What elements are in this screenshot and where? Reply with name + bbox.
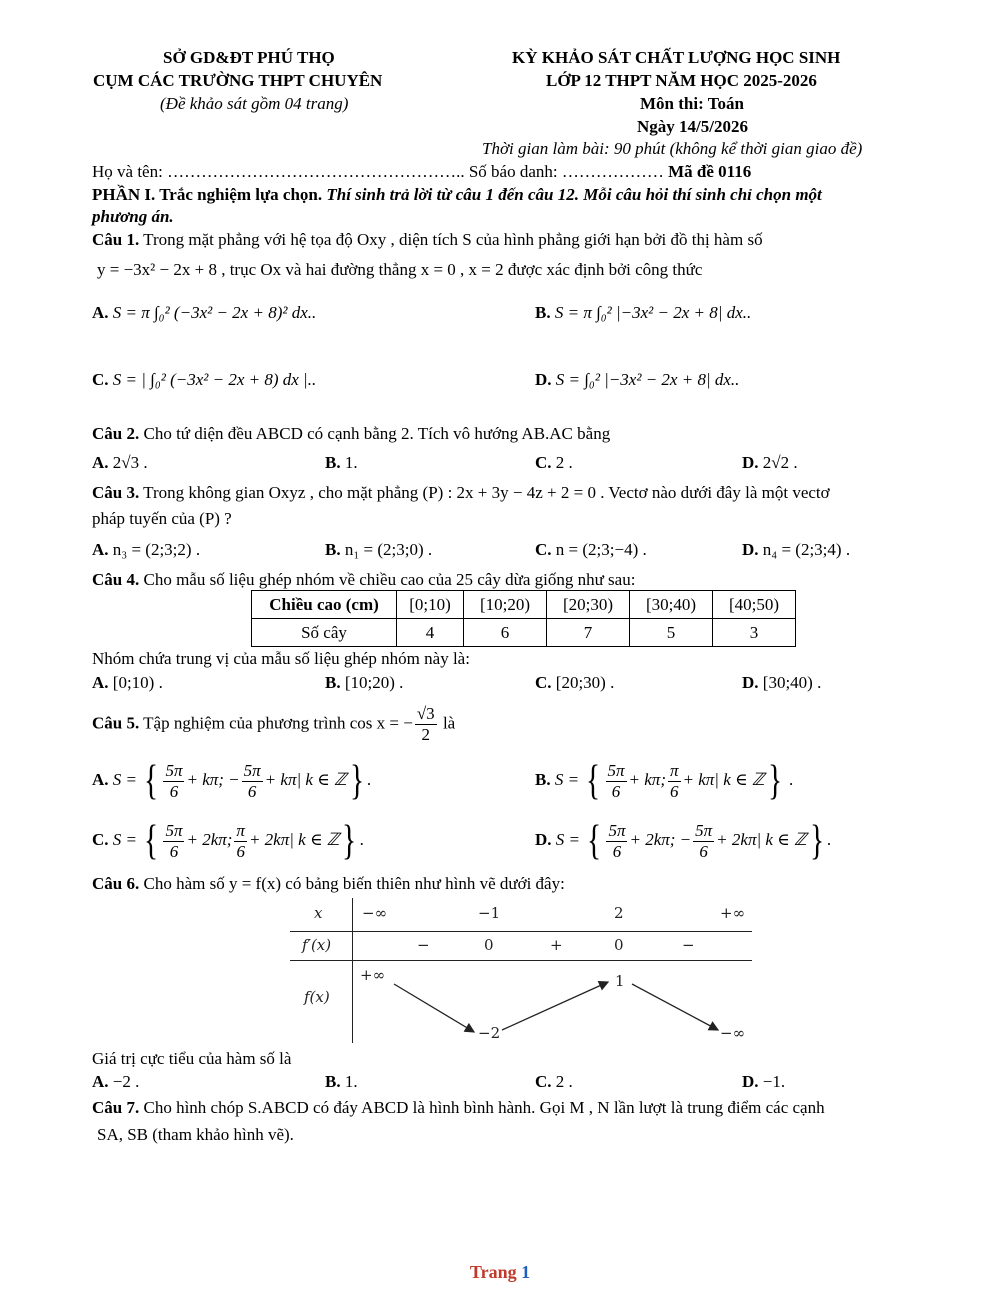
exam-title: KỲ KHẢO SÁT CHẤT LƯỢNG HỌC SINH	[512, 48, 841, 67]
grouped-data-table	[251, 590, 796, 647]
q5-option-a[interactable]: A. S = { $\frac{5\pi}{6}$ + kπ; − $\frac{5\pi}{6}$ + kπ| k ∈ ℤ} .	[92, 758, 372, 804]
q1-function: y = −3x² − 2x + 8 , trục Ox và hai đường thẳng x = 0 , x = 2 được xác định bởi công thức	[97, 260, 703, 279]
vt-x-value: 2	[614, 904, 624, 922]
page-count-note: (Đề khảo sát gồm 04 trang)	[160, 94, 349, 113]
q5-option-b[interactable]: B. S = { $\frac{5\pi}{6}$ + kπ; $\frac{\pi}{6}$ + kπ| k ∈ ℤ} .	[535, 758, 794, 804]
vt-f-value: 1	[615, 972, 625, 990]
school-cluster: CỤM CÁC TRƯỜNG THPT CHUYÊN	[93, 71, 383, 90]
vt-arrow-down-2	[632, 984, 718, 1030]
q6-option-a[interactable]: A. −2 .	[92, 1072, 140, 1091]
vt-x-value: −1	[478, 904, 501, 922]
vt-f-value: −2	[478, 1024, 501, 1042]
vt-f-value: −∞	[720, 1024, 746, 1042]
vt-arrow-down-1	[394, 984, 474, 1032]
q5-frac-den: 2	[421, 725, 431, 744]
table-cell: [0;10)	[397, 591, 464, 619]
q4-option-b-text: [10;20) .	[344, 673, 404, 692]
q3-stem-cont: pháp tuyến của (P) ?	[92, 509, 232, 528]
q2-option-a[interactable]: A. 2√3 .	[92, 453, 148, 472]
q3-option-c[interactable]: C. n = (2;3;−4) .	[535, 540, 647, 559]
q3-option-a[interactable]: A. n₃ = (2;3;2) .	[92, 540, 201, 559]
student-name-field: Họ và tên: …………………………………………….. Số báo danh: ………………	[92, 162, 669, 181]
q7-stem	[92, 1098, 825, 1118]
vt-arrows	[290, 898, 752, 1043]
q4-option-c-text: [20;30) .	[555, 673, 615, 692]
q2-option-a-text: 2√3 .	[112, 453, 148, 472]
q4-option-d-text: [30;40) .	[762, 673, 822, 692]
q1-option-c-text: S = | ∫₀² (−3x² − 2x + 8) dx |..	[112, 370, 317, 389]
table-cell: [20;30)	[547, 591, 630, 619]
q6-option-b[interactable]: B. 1.	[325, 1072, 358, 1091]
q3-option-d[interactable]: D. n₄ = (2;3;4) .	[742, 540, 851, 559]
q2-text: Cho tứ diện đều ABCD có cạnh bằng 2. Tích vô hướng AB.AC bằng	[139, 424, 611, 443]
table-cell: 7	[547, 619, 630, 647]
vt-f-value: +∞	[360, 966, 386, 984]
q3-text: Trong không gian Oxyz , cho mặt phẳng (P) : 2x + 3y − 4z + 2 = 0 . Vectơ nào dưới đây là một vectơ	[139, 483, 830, 502]
table-cell: Chiều cao (cm)	[252, 591, 397, 619]
vt-sign: −	[417, 936, 430, 954]
q3-option-b[interactable]: B. n₁ = (2;3;0) .	[325, 540, 433, 559]
q2-option-b-text: 1.	[344, 453, 358, 472]
q4-option-c[interactable]: C. [20;30) .	[535, 673, 615, 692]
q4-question: Nhóm chứa trung vị của mẫu số liệu ghép nhóm này là:	[92, 649, 470, 668]
q1-option-d-text: S = ∫₀² |−3x² − 2x + 8| dx..	[555, 370, 740, 389]
q6-question: Giá trị cực tiểu của hàm số là	[92, 1049, 292, 1068]
q3-option-c-text: n = (2;3;−4) .	[555, 540, 647, 559]
q5-frac-num: √3	[416, 704, 435, 723]
table-cell: 3	[713, 619, 796, 647]
q2-option-c-text: 2 .	[555, 453, 573, 472]
table-cell: [30;40)	[630, 591, 713, 619]
exam-code: Mã đề 0116	[668, 162, 752, 181]
exam-duration: Thời gian làm bài: 90 phút (không kể thời gian giao đề)	[482, 139, 863, 158]
q1-label: Câu 1.	[92, 230, 140, 249]
q1-option-b[interactable]: B. S = π ∫₀² |−3x² − 2x + 8| dx..	[535, 303, 752, 322]
q4-stem	[92, 570, 635, 590]
q2-option-d[interactable]: D. 2√2 .	[742, 453, 798, 472]
q2-stem	[92, 424, 610, 444]
q4-text: Cho mẫu số liệu ghép nhóm về chiều cao của 25 cây dừa giống như sau:	[139, 570, 636, 589]
q1-option-b-text: S = π ∫₀² |−3x² − 2x + 8| dx..	[554, 303, 752, 322]
q4-option-a-text: [0;10) .	[112, 673, 163, 692]
table-cell: [40;50)	[713, 591, 796, 619]
q2-option-b[interactable]: B. 1.	[325, 453, 358, 472]
q3-label: Câu 3.	[92, 483, 140, 502]
vt-sign: 0	[484, 936, 494, 954]
exam-date: Ngày 14/5/2026	[637, 117, 748, 136]
page-word: Trang	[469, 1262, 517, 1282]
q1-option-c[interactable]: C. S = | ∫₀² (−3x² − 2x + 8) dx |..	[92, 370, 317, 389]
page-footer	[0, 1262, 1000, 1283]
q2-option-c[interactable]: C. 2 .	[535, 453, 573, 472]
q5-text-end: là	[438, 713, 456, 733]
vt-sign: 0	[614, 936, 624, 954]
q6-option-a-text: −2 .	[112, 1072, 140, 1091]
table-row	[252, 619, 796, 647]
q4-option-a[interactable]: A. [0;10) .	[92, 673, 163, 692]
q6-text: Cho hàm số y = f(x) có bảng biến thiên như hình vẽ dưới đây:	[139, 874, 565, 893]
school-department: SỞ GD&ĐT PHÚ THỌ	[163, 48, 335, 67]
part1-title: PHẦN I. Trắc nghiệm lựa chọn.	[92, 185, 323, 204]
q1-text: Trong mặt phẳng với hệ tọa độ Oxy , diện tích S của hình phẳng giới hạn bởi đồ thị hàm số	[139, 230, 763, 249]
q6-option-d[interactable]: D. −1.	[742, 1072, 786, 1091]
q5-label: Câu 5.	[92, 713, 140, 733]
vt-x-label: x	[314, 904, 323, 922]
q1-option-a[interactable]: A. S = π ∫₀² (−3x² − 2x + 8)² dx..	[92, 303, 317, 322]
vt-sign: +	[550, 936, 563, 954]
q5-option-d[interactable]: D. S = { $\frac{5\pi}{6}$ + 2kπ; − $\frac{5\pi}{6}$ + 2kπ| k ∈ ℤ} .	[535, 818, 832, 864]
vt-sign: −	[682, 936, 695, 954]
vt-x-value: −∞	[362, 904, 388, 922]
vt-arrow-up	[502, 982, 608, 1030]
q4-option-b[interactable]: B. [10;20) .	[325, 673, 404, 692]
q6-stem	[92, 874, 565, 894]
exam-subject: Môn thi: Toán	[640, 94, 744, 113]
q3-option-b-text: n₁ = (2;3;0) .	[344, 540, 433, 559]
q5-option-c[interactable]: C. S = { $\frac{5\pi}{6}$ + 2kπ; $\frac{\pi}{6}$ + 2kπ| k ∈ ℤ} .	[92, 818, 364, 864]
q5-stem	[92, 704, 455, 745]
q1-option-d[interactable]: D. S = ∫₀² |−3x² − 2x + 8| dx..	[535, 370, 740, 389]
q6-option-d-text: −1.	[762, 1072, 786, 1091]
vt-f-label: f(x)	[304, 988, 330, 1006]
table-cell: Số cây	[252, 619, 397, 647]
q1-option-a-text: S = π ∫₀² (−3x² − 2x + 8)² dx..	[112, 303, 317, 322]
q4-label: Câu 4.	[92, 570, 140, 589]
q7-label: Câu 7.	[92, 1098, 140, 1117]
q3-option-d-text: n₄ = (2;3;4) .	[762, 540, 851, 559]
part1-instruction-cont: phương án.	[92, 207, 174, 226]
student-info-line	[92, 162, 751, 182]
q6-option-b-text: 1.	[344, 1072, 358, 1091]
table-cell: 5	[630, 619, 713, 647]
q2-option-d-text: 2√2 .	[762, 453, 798, 472]
table-cell: 6	[464, 619, 547, 647]
q5-fraction	[415, 704, 437, 745]
q3-stem	[92, 483, 830, 503]
q6-option-c-text: 2 .	[555, 1072, 573, 1091]
part1-instruction: Thí sinh trả lời từ câu 1 đến câu 12. Mỗi câu hỏi thí sinh chỉ chọn một	[322, 185, 822, 204]
exam-grade-year: LỚP 12 THPT NĂM HỌC 2025-2026	[546, 71, 817, 90]
q1-stem	[92, 230, 763, 250]
q4-option-d[interactable]: D. [30;40) .	[742, 673, 822, 692]
part1-heading	[92, 185, 822, 205]
q6-option-c[interactable]: C. 2 .	[535, 1072, 573, 1091]
table-row	[252, 591, 796, 619]
page-number: 1	[521, 1262, 531, 1282]
table-cell: 4	[397, 619, 464, 647]
q7-stem-cont: SA, SB (tham khảo hình vẽ).	[97, 1125, 294, 1144]
q2-label: Câu 2.	[92, 424, 140, 443]
vt-x-value: +∞	[720, 904, 746, 922]
q5-text: Tập nghiệm của phương trình cos x = −	[139, 713, 413, 733]
q6-label: Câu 6.	[92, 874, 140, 893]
vt-fprime-label: f′(x)	[302, 936, 332, 954]
variation-table	[290, 898, 752, 1043]
table-cell: [10;20)	[464, 591, 547, 619]
q7-text: Cho hình chóp S.ABCD có đáy ABCD là hình bình hành. Gọi M , N lần lượt là trung điểm các cạnh	[139, 1098, 825, 1117]
q3-option-a-text: n₃ = (2;3;2) .	[112, 540, 201, 559]
